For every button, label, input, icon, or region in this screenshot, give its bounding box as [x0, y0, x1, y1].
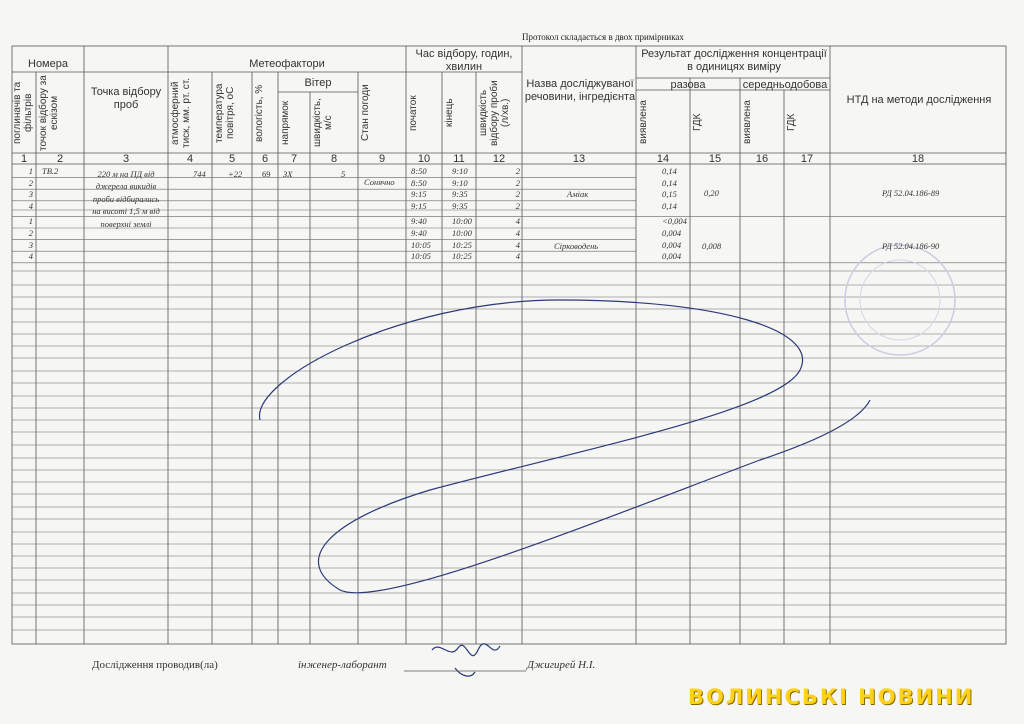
column-number-13: 13 — [572, 153, 586, 165]
row-end: 9:10 — [452, 166, 468, 176]
row-value: 0,14 — [662, 177, 677, 188]
column-number-14: 14 — [656, 153, 670, 165]
column-number-1: 1 — [20, 153, 28, 165]
header-poglynachiv: поглиначів та фільтрів — [12, 81, 34, 145]
header-gdk-1: ГДК — [692, 113, 703, 131]
substance-ntd-1: РД 52.04.186-89 — [882, 188, 940, 198]
header-shvydkist-vidboru: швидкість відбору проби (л/хв.) — [478, 80, 511, 146]
substance-gdk-1: 0,20 — [704, 188, 719, 198]
footer-label: Дослідження проводив(ла) — [92, 659, 218, 671]
column-number-9: 9 — [378, 153, 386, 165]
sampling-point-line: джерела викидів — [95, 181, 157, 192]
header-vyyavlena-1: виявлена — [638, 100, 649, 144]
row-start: 9:15 — [411, 200, 427, 211]
column-number-11: 11 — [453, 153, 465, 165]
header-nazva: Назва досліджуваної речовини, інгредієнта — [524, 78, 636, 103]
header-chas: Час відбору, годин, хвилин — [415, 48, 513, 73]
column-number-12: 12 — [492, 153, 506, 165]
substance-name-2: Сірководень — [554, 241, 599, 251]
row-start: 10:05 — [411, 239, 431, 250]
header-viter: Вітер — [304, 77, 332, 89]
column-number-10: 10 — [417, 153, 431, 165]
row-start: 9:15 — [411, 189, 427, 200]
row-number: 2 — [28, 228, 33, 238]
row-end: 10:25 — [452, 251, 472, 262]
row-rate: 4 — [515, 239, 520, 250]
row-end: 9:35 — [452, 200, 468, 211]
row-start: 10:05 — [411, 251, 431, 262]
row-start: 9:40 — [411, 216, 427, 227]
row-value: 0,14 — [662, 166, 677, 176]
row-rate: 2 — [515, 189, 520, 200]
header-tochok: точок відбору за ескізом — [38, 75, 60, 151]
column-number-2: 2 — [56, 153, 64, 165]
row-number: 3 — [28, 189, 33, 200]
row-number: 4 — [28, 200, 33, 211]
meteo-humidity: 69 — [262, 169, 271, 179]
row-rate: 4 — [515, 228, 520, 238]
column-number-15: 15 — [708, 153, 722, 165]
header-vyyavlena-2: виявлена — [742, 100, 753, 144]
sampling-point-line: проби відбирались — [92, 193, 160, 204]
meteo-direction: ЗХ — [283, 169, 293, 179]
row-rate: 2 — [515, 166, 520, 176]
row-value: 0,004 — [662, 228, 682, 238]
row-number: 1 — [28, 216, 33, 227]
header-rezultat: Результат дослідження концентрації в одиницях виміру — [641, 48, 827, 73]
row-end: 9:35 — [452, 189, 468, 200]
stamp-circle — [845, 245, 955, 355]
sampling-point-line: 220 м на ПД від — [97, 169, 155, 179]
column-number-18: 18 — [911, 153, 925, 165]
column-number-6: 6 — [261, 153, 269, 165]
header-shvydkist: швидкість, м/с — [312, 98, 334, 148]
row-rate: 2 — [515, 177, 520, 188]
top-note: Протокол складається в двох примірниках — [522, 32, 684, 42]
row-end: 9:10 — [452, 177, 468, 188]
header-pochatok: початок — [408, 95, 419, 131]
meteo-temperature: +22 — [228, 169, 243, 179]
column-number-4: 4 — [186, 153, 194, 165]
column-number-3: 3 — [122, 153, 130, 165]
row-number: 4 — [28, 251, 33, 262]
header-meteofaktory: Метеофактори — [249, 58, 325, 70]
header-vologist: вологість, % — [254, 84, 265, 142]
footer-position: інженер-лаборант — [298, 659, 387, 671]
row-rate: 4 — [515, 216, 520, 227]
header-napryamok: напрямок — [280, 100, 291, 146]
row-value: 0,14 — [662, 200, 677, 211]
column-number-17: 17 — [800, 153, 814, 165]
header-razova: разова — [670, 79, 706, 91]
header-atmosferny: атмосферний тиск, мм. рт. ст. — [170, 77, 192, 149]
row-number: 1 — [28, 166, 33, 176]
row-end: 10:00 — [452, 228, 472, 238]
watermark-brand: ВОЛИНСЬКІ НОВИНИ — [688, 685, 975, 709]
row-end: 10:00 — [452, 216, 472, 227]
row-number: 2 — [28, 177, 33, 188]
row-value: 0,15 — [662, 189, 677, 200]
row-end: 10:25 — [452, 239, 472, 250]
column-number-7: 7 — [290, 153, 298, 165]
substance-name-1: Аміак — [567, 189, 589, 199]
row-start: 8:50 — [411, 177, 427, 188]
row-start: 8:50 — [411, 166, 427, 176]
row-value: <0,004 — [662, 216, 687, 227]
substance-gdk-2: 0,008 — [702, 241, 722, 251]
row-start: 9:40 — [411, 228, 427, 238]
header-gdk-2: ГДК — [786, 113, 797, 131]
meteo-weather: Сонячно — [364, 177, 395, 187]
header-stan-pogody: Стан погоди — [360, 84, 371, 142]
meteo-pressure: 744 — [193, 169, 206, 179]
column-number-16: 16 — [755, 153, 769, 165]
row-value: 0,004 — [662, 251, 682, 262]
column-number-5: 5 — [228, 153, 236, 165]
sampling-point-line: на висоті 1,5 м від — [92, 206, 160, 217]
header-ntd: НТД на методи дослідження — [846, 94, 992, 106]
row-value: 0,004 — [662, 239, 682, 250]
header-kinets: кінець — [444, 98, 455, 128]
meteo-speed: 5 — [341, 169, 346, 179]
row-point: ТВ.2 — [42, 166, 59, 176]
header-serednodobova: середньодобова — [742, 79, 828, 91]
header-nomera: Номера — [28, 58, 68, 70]
substance-ntd-2: РД 52.04.186-90 — [882, 241, 940, 251]
header-tochka: Точка відбору проб — [90, 86, 162, 111]
header-temperatura: температура повітря, oC — [214, 83, 236, 143]
column-number-8: 8 — [330, 153, 338, 165]
row-number: 3 — [28, 239, 33, 250]
strikeout-scribble — [260, 300, 870, 593]
row-rate: 4 — [515, 251, 520, 262]
row-rate: 2 — [515, 200, 520, 211]
footer-name: Джигирей Н.І. — [527, 659, 596, 671]
sampling-point-line: поверхні землі — [100, 218, 152, 229]
